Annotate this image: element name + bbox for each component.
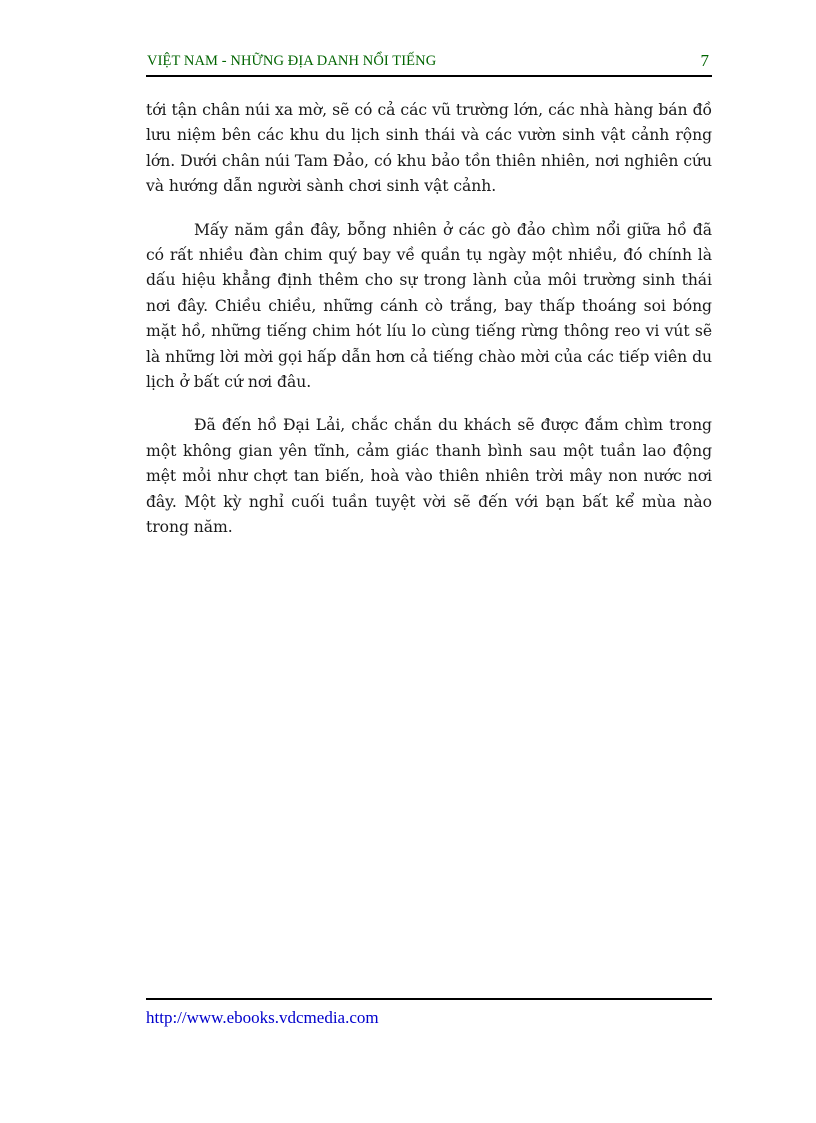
footer-url-link[interactable]: http://www.ebooks.vdcmedia.com: [146, 1008, 379, 1027]
paragraph-1: tới tận chân núi xa mờ, sẽ có cả các vũ trường lớn, các nhà hàng bán đồ lưu niệm bên các khu du lịch sinh thái và các vườn sinh vật cảnh rộng lớn. Dưới chân núi Tam Đảo, có khu bảo tồn thiên nhiên, nơi nghiên cứu và hướng dẫn người sành chơi sinh vật cảnh.: [146, 101, 712, 196]
footer-rule: [146, 998, 712, 1000]
paragraph-2: Mấy năm gần đây, bỗng nhiên ở các gò đảo chìm nổi giữa hồ đã có rất nhiều đàn chim quý bay về quần tụ ngày một nhiều, đó chính là dấu hiệu khẳng định thêm cho sự trong lành của môi trường sinh thái nơi đây. Chiều chiều, những cánh cò trắng, bay thấp thoáng soi bóng mặt hồ, những tiếng chim hót líu lo cùng tiếng rừng thông reo vi vút sẽ là những lời mời gọi hấp dẫn hơn cả tiếng chào mời của các tiếp viên du lịch ở bất cứ nơi đâu.: [146, 220, 713, 392]
paragraph-3: Đã đến hồ Đại Lải, chắc chắn du khách sẽ được đắm chìm trong một không gian yên tĩnh, cảm giác thanh bình sau một tuần lao động mệt mỏi như chợt tan biến, hoà vào thiên nhiên trời mây non nước nơi đây. Một kỳ nghỉ cuối tuần tuyệt vời sẽ đến với bạn bất kể mùa nào trong năm.: [146, 416, 712, 537]
body-text: [146, 98, 712, 559]
page-header: [146, 53, 712, 77]
running-header-title: VIỆT NAM - NHỮNG ĐỊA DANH NỔI TIẾNG: [147, 53, 437, 69]
page-number: 7: [700, 51, 709, 70]
